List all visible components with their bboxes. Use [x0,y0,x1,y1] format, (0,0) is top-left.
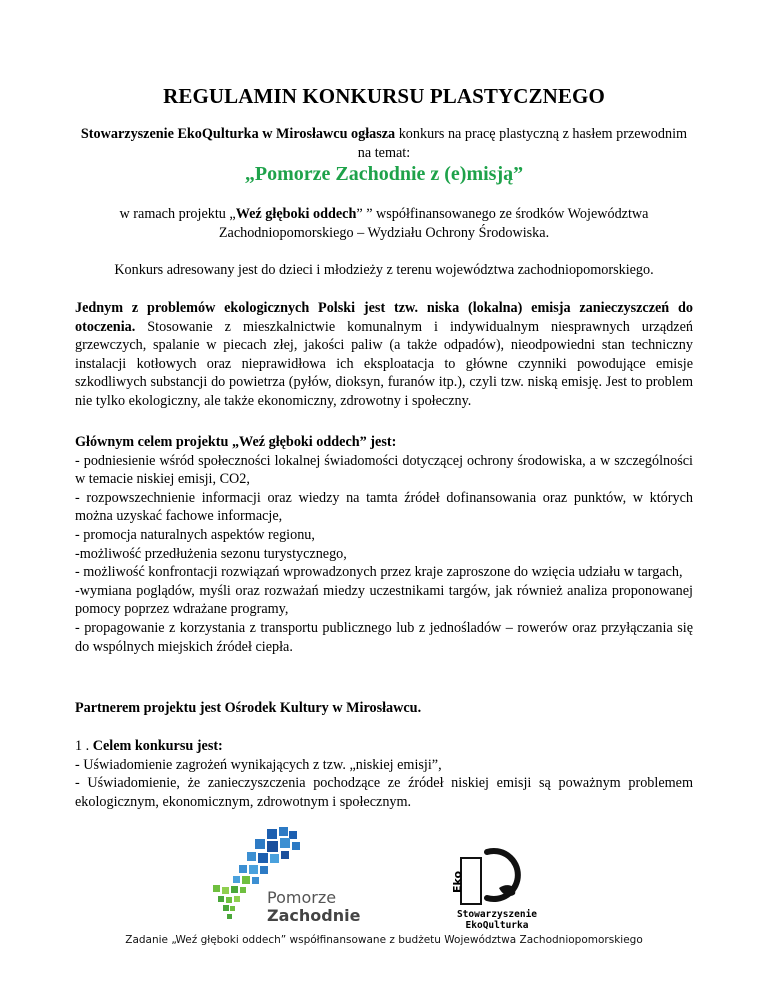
goal-item: -możliwość przedłużenia sezonu turystycznego, [75,545,347,562]
problem-bold: Jednym z problemów ekologicznych Polski jest tzw. niska (lokalna) emisja zanieczyszczeń do otoczenia. [75,300,693,335]
goal-item: - propagowanie z korzystania z transportu publicznego lub z jednośladów – rowerów oraz przyłączania się do wspólnych miejskich źródeł ciepła. [75,619,693,655]
problem-rest: Stosowanie z mieszkalnictwie komunalnym i indywidualnym niesprawnych urządzeń grzewczych, spalanie w piecach złej, jakości paliw (a także odpadów), nieodpowiedni stan techniczny instalacji kotłowych oraz nieprawidłowa ich eksploatacja to główne czynniki powodujące emisje szkodliwych substancji do powietrza (pyłów, dioksyn, furanów itp.), czyli tzw. niską emisję. Jest to problem nie tylko ekologiczny, ale także ekonomiczny, zdrowotny i społeczny. [75,318,693,409]
project-name: Weź głęboki oddech [235,206,357,222]
eko-logo-name2: EkoQulturka [465,920,529,931]
framework-after: ” ” współfinansowanego ze środków Województwa Zachodniopomorskiego – Wydziału Ochrony Środowiska. [218,206,649,241]
partner-paragraph [75,699,693,718]
document-title: REGULAMIN KONKURSU PLASTYCZNEGO [163,84,605,108]
footer-note: Zadanie „Weź głęboki oddech” współfinansowane z budżetu Województwa Zachodniopomorskiego [125,934,643,946]
section-item: - Uświadomienie, że zanieczyszczenia pochodzące ze źródeł niskiej emisji są poważnym problemem ekologicznym, ekonomicznym, zdrowotnym i społecznym. [75,775,693,810]
section-heading: Celem konkursu jest: [92,738,223,754]
project-framework [75,205,693,242]
goal-item: - promocja naturalnych aspektów regionu, [75,526,315,543]
section-item: - Uświadomienie zagrożeń wynikających z tzw. „niskiej emisji”, [75,756,442,773]
goal-item: - możliwość konfrontacji rozwiązań wprowadzonych przez kraje zaproszone do wzięcia udziału w targach, [75,564,683,581]
eko-mark-text: Eko [451,870,464,894]
problem-paragraph [75,299,693,411]
framework-before: w ramach projektu „ [119,206,236,222]
pomorze-zachodnie-logo [205,825,375,930]
audience-paragraph: Konkurs adresowany jest do dzieci i młodzieży z terenu województwa zachodniopomorskiego. [114,262,654,278]
goals-section [75,433,693,656]
partner-text: Partnerem projektu jest Ośrodek Kultury w Mirosławcu. [75,700,422,716]
intro-organizer: Stowarzyszenie EkoQulturka w Mirosławcu ogłasza [80,126,396,142]
contest-theme: „Pomorze Zachodnie z (e)misją” [244,163,524,185]
goals-heading: Głównym celem projektu „Weź głęboki oddech” jest: [75,434,397,450]
goal-item: - podniesienie wśród społeczności lokalnej świadomości dotyczącej ochrony środowiska, a w szczególności w temacie niskiej emisji, CO2, [75,452,693,488]
intro-paragraph [75,125,693,162]
goal-item: - rozpowszechnienie informacji oraz wiedzy na tamta źródeł dofinansowania oraz punktów, w których można uzyskać fachowe informacje, [75,489,693,525]
pz-logo-line1: Pomorze [267,888,337,907]
goal-item: -wymiana poglądów, myśli oraz rozważań miedzy uczestnikami targów, jak również analiza proponowanej pomocy poprzez wdrażane programy, [75,582,693,618]
eko-logo-name1: Stowarzyszenie [456,909,538,920]
ekoqulturka-logo [447,832,547,932]
section-1 [75,737,693,811]
pz-logo-line2: Zachodnie [267,906,361,925]
eko-emblem-icon [451,851,518,904]
intro-rest: konkurs na pracę plastyczną z hasłem przewodnim na temat: [357,126,688,161]
section-number: 1 . [75,738,93,754]
logos-area [0,820,768,935]
